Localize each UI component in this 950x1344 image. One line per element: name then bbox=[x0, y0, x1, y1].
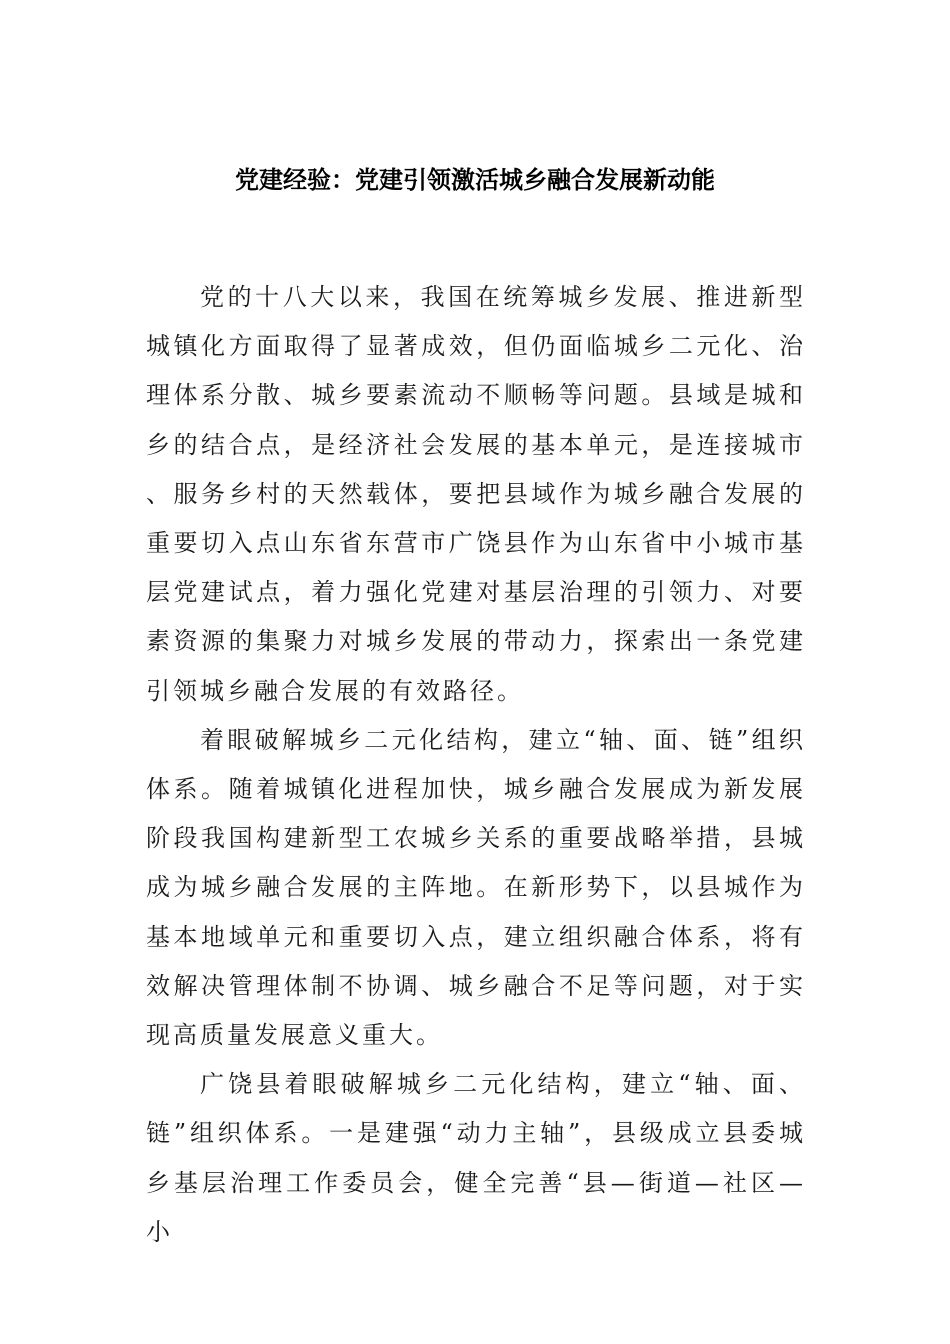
paragraph-1: 党的十八大以来，我国在统筹城乡发展、推进新型城镇化方面取得了显著成效，但仍面临城乡二元化、治理体系分散、城乡要素流动不顺畅等问题。县域是城和乡的结合点，是经济社会发展的基本单元，是连接城市、服务乡村的天然载体，要把县域作为城乡融合发展的重要切入点山东省东营市广饶县作为山东省中小城市基层党建试点，着力强化党建对基层治理的引领力、对要素资源的集聚力对城乡发展的带动力，探索出一条党建引领城乡融合发展的有效路径。 bbox=[146, 283, 806, 705]
paragraph-3: 广饶县着眼破解城乡二元化结构，建立“轴、面、链”组织体系。一是建强“动力主轴”，县级成立县委城乡基层治理工作委员会，健全完善“县—街道—社区—小 bbox=[146, 1070, 806, 1246]
document-body bbox=[146, 273, 806, 1257]
paragraph-2: 着眼破解城乡二元化结构，建立“轴、面、链”组织体系。随着城镇化进程加快，城乡融合发展成为新发展阶段我国构建新型工农城乡关系的重要战略举措，县城成为城乡融合发展的主阵地。在新形势下，以县城作为基本地域单元和重要切入点，建立组织融合体系，将有效解决管理体制不协调、城乡融合不足等问题，对于实现高质量发展意义重大。 bbox=[146, 725, 806, 1050]
document-title: 党建经验：党建引领激活城乡融合发展新动能 bbox=[235, 165, 715, 194]
